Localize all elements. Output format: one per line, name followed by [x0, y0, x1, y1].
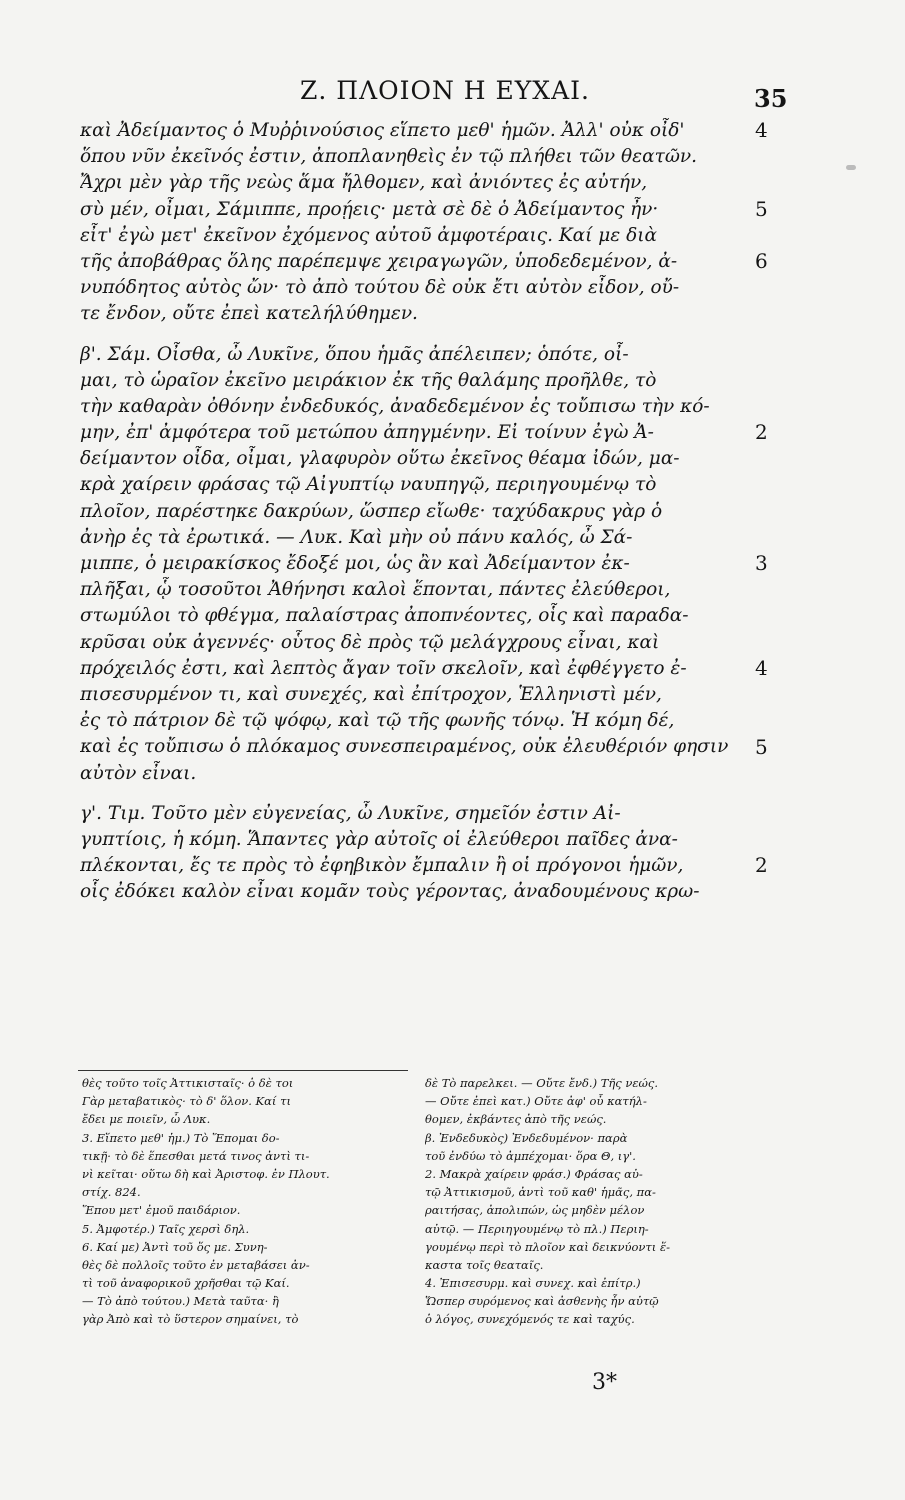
margin-line-number: 5: [755, 734, 768, 759]
text-line: καὶ Ἀδείμαντος ὁ Μυῤῥινούσιος εἵπετο μεθ' ἡμῶν. Ἀλλ' οὐκ οἶδ': [80, 120, 685, 141]
text-line: κρῦσαι οὐκ ἀγεννές· οὗτος δὲ πρὸς τῷ μελάγχρους εἶναι, καὶ: [80, 631, 660, 653]
text-line: καὶ ἐς τοὔπισω ὁ πλόκαμος συνεσπειραμένος, οὐκ ἐλευθέριόν φησιν: [80, 736, 729, 758]
text-line: μαι, τὸ ὡραῖον ἐκεῖνο μειράκιον ἐκ τῆς θαλάμης προῆλθε, τὸ: [80, 369, 657, 391]
text-line: κρὰ χαίρειν φράσας τῷ Αἰγυπτίῳ ναυπηγῷ, περιηγουμένῳ τὸ: [80, 474, 657, 496]
text-line: β'. Σάμ. Οἶσθα, ὦ Λυκῖνε, ὅπου ἡμᾶς ἀπέλειπεν; ὁπότε, οἶ-: [80, 343, 629, 365]
text-line: εἶτ' ἐγὼ μετ' ἐκεῖνον ἐχόμενος αὐτοῦ ἀμφοτέραις. Καί με διὰ: [80, 224, 658, 246]
text-line: πλῆξαι, ᾧ τοσοῦτοι Ἀθήνησι καλοὶ ἕπονται, πάντες ἐλεύθεροι,: [80, 579, 671, 601]
main-text: [80, 118, 740, 905]
footnote-rule: [78, 1070, 408, 1071]
text-line: σὺ μέν, οἶμαι, Σάμιππε, προῄεις· μετὰ σὲ δὲ ὁ Ἀδείμαντος ἦν·: [80, 198, 659, 220]
text-line: ἀνὴρ ἐς τὰ ἐρωτικά. — Λυκ. Καὶ μὴν οὐ πάνυ καλός, ὦ Σά-: [80, 526, 633, 548]
text-line: πλοῖον, παρέστηκε δακρύων, ὥσπερ εἴωθε· ταχύδακρυς γὰρ ὁ: [80, 500, 663, 522]
text-line: δείμαντον οἶδα, οἶμαι, γλαφυρὸν οὕτω ἐκεῖνος θέαμα ἰδών, μα-: [80, 448, 680, 470]
margin-line-number: 4: [755, 118, 768, 142]
footnote-line: Γὰρ μεταβατικὸς· τὸ δ' ὅλον. Καί τι: [82, 1094, 291, 1109]
text-line: τὴν καθαρὰν ὀθόνην ἐνδεδυκός, ἀναδεδεμένον ἐς τοὔπισω τὴν κό-: [80, 395, 710, 417]
running-header: [0, 76, 905, 116]
footnotes-right-column: [425, 1074, 775, 1329]
footnote-line: τῷ Ἀττικισμοῦ, ἀντὶ τοῦ καθ' ἡμᾶς, πα-: [425, 1185, 656, 1200]
text-line: νυπόδητος αὐτὸς ὤν· τὸ ἀπὸ τούτου δὲ οὐκ ἔτι αὐτὸν εἶδον, οὔ-: [80, 277, 680, 299]
margin-line-number: 5: [755, 196, 768, 221]
paragraph-gap: [80, 787, 740, 801]
footnote-line: θὲς δὲ πολλοῖς τοῦτο ἐν μεταβάσει ἀν-: [82, 1257, 310, 1272]
footnote-line: γουμένῳ περὶ τὸ πλοῖον καὶ δεικνύοντι ἕ-: [425, 1239, 670, 1254]
margin-line-number: 2: [755, 853, 768, 878]
text-line: γυπτίοις, ἡ κόμη. Ἅπαντες γὰρ αὐτοῖς οἱ ἐλεύθεροι παῖδες ἀνα-: [80, 828, 678, 850]
footnote-line: 3. Εἵπετο μεθ' ἡμ.) Τὸ Ἕπομαι δο-: [82, 1130, 280, 1145]
footnote-line: 5. Ἀμφοτέρ.) Ταῖς χερσὶ δηλ.: [82, 1221, 250, 1236]
text-line: ὅπου νῦν ἐκεῖνός ἐστιν, ἀποπλανηθεὶς ἐν τῷ πλήθει τῶν θεατῶν.: [80, 146, 698, 168]
page-number: 35: [754, 84, 788, 113]
footnotes-left-column: [82, 1074, 412, 1329]
footnote-line: τὶ τοῦ ἀναφορικοῦ χρῆσθαι τῷ Καί.: [82, 1276, 290, 1291]
text-line: πλέκονται, ἔς τε πρὸς τὸ ἐφηβικὸν ἔμπαλιν ἢ οἱ πρόγονοι ἡμῶν,: [80, 855, 684, 877]
footnote-line: νὶ κεῖται· οὕτω δὴ καὶ Ἀριστοφ. ἐν Πλουτ.: [82, 1166, 330, 1181]
footnote-line: δὲ Τὸ παρελκει. — Οὔτε ἔνδ.) Τῆς νεώς.: [425, 1076, 659, 1090]
footnote-line: στίχ. 824.: [82, 1185, 141, 1200]
text-line: στωμύλοι τὸ φθέγμα, παλαίστρας ἀποπνέοντες, οἷς καὶ παραδα-: [80, 605, 689, 627]
text-line: τῆς ἀποβάθρας ὅλης παρέπεμψε χειραγωγῶν, ὑποδεδεμένον, ἀ-: [80, 250, 678, 272]
footnote-line: 4. Ἐπισεσυρμ. καὶ συνεχ. καὶ ἐπίτρ.): [425, 1276, 641, 1291]
ink-spot: [846, 165, 856, 170]
footnote-line: καστα τοῖς θεαταῖς.: [425, 1257, 544, 1272]
text-line: γ'. Τιμ. Τοῦτο μὲν εὐγενείας, ὦ Λυκῖνε, σημεῖόν ἐστιν Αἰ-: [80, 802, 621, 824]
footnote-line: θὲς τοῦτο τοῖς Ἀττικισταῖς· ὁ δὲ τοι: [82, 1076, 294, 1090]
text-line: πισεσυρμένον τι, καὶ συνεχές, καὶ ἐπίτροχον, Ἑλληνιστὶ μέν,: [80, 683, 662, 705]
text-line: μιππε, ὁ μειρακίσκος ἔδοξέ μοι, ὡς ἂν καὶ Ἀδείμαντον ἐκ-: [80, 553, 630, 574]
text-line: Ἄχρι μὲν γὰρ τῆς νεὼς ἅμα ἤλθομεν, καὶ ἀνιόντες ἐς αὐτήν,: [80, 172, 648, 194]
page-title: Ζ. ΠΛΟΙΟΝ Η ΕΥΧΑΙ.: [300, 76, 590, 105]
text-line: ἐς τὸ πάτριον δὲ τῷ ψόφῳ, καὶ τῷ τῆς φωνῆς τόνῳ. Ἡ κόμη δέ,: [80, 710, 675, 732]
footnote-line: — Οὔτε ἐπεὶ κατ.) Οὔτε ἀφ' οὗ κατήλ-: [425, 1094, 647, 1109]
paragraph-gap: [80, 328, 740, 342]
margin-line-number: 4: [755, 656, 768, 680]
text-line: πρόχειλός ἐστι, καὶ λεπτὸς ἄγαν τοῖν σκελοῖν, καὶ ἐφθέγγετο ἐ-: [80, 657, 687, 679]
footnote-line: τικῇ· τὸ δὲ ἕπεσθαι μετά τινος ἀντὶ τι-: [82, 1148, 310, 1163]
footnote-line: αὐτῷ. — Περιηγουμένῳ τὸ πλ.) Περιη-: [425, 1221, 649, 1236]
footnote-line: — Τὸ ἀπὸ τούτου.) Μετὰ ταῦτα· ἢ: [82, 1294, 279, 1309]
margin-line-number: 3: [755, 551, 768, 576]
footnote-line: ραιτήσας, ἀπολιπών, ὡς μηδὲν μέλον: [425, 1203, 645, 1218]
text-line: οἷς ἐδόκει καλὸν εἶναι κομᾶν τοὺς γέροντας, ἀναδουμένους κρω-: [80, 881, 700, 903]
text-line: αὐτὸν εἶναι.: [80, 762, 197, 784]
footnote-line: 2. Μακρὰ χαίρειν φράσ.) Φράσας αὐ-: [425, 1166, 643, 1181]
margin-line-number: 6: [755, 249, 768, 273]
footnote-line: τοῦ ἐνδύω τὸ ἀμπέχομαι· ὅρα Θ, ιγ'.: [425, 1148, 636, 1163]
footnote-line: ὁ λόγος, συνεχόμενός τε καὶ ταχύς.: [425, 1312, 635, 1327]
footnote-line: γὰρ Ἀπὸ καὶ τὸ ὕστερον σημαίνει, τὸ: [82, 1312, 299, 1327]
footnote-line: β. Ἐνδεδυκὸς) Ἐνδεδυμένον· παρὰ: [425, 1130, 628, 1145]
text-line: μην, ἐπ' ἀμφότερα τοῦ μετώπου ἀπηγμένην. Εἰ τοίνυν ἐγὼ Ἀ-: [80, 422, 654, 444]
footnote-line: ἔδει με ποιεῖν, ὦ Λυκ.: [82, 1112, 211, 1127]
footnote-line: Ὥσπερ συρόμενος καὶ ἀσθενὴς ἦν αὐτῷ: [425, 1294, 659, 1309]
footnote-line: Ἕπου μετ' ἐμοῦ παιδάριον.: [82, 1203, 241, 1218]
signature-mark: 3*: [592, 1370, 617, 1395]
footnote-line: 6. Καί με) Ἀντὶ τοῦ ὅς με. Συνη-: [82, 1239, 268, 1254]
footnote-line: θομεν, ἐκβάντες ἀπὸ τῆς νεώς.: [425, 1112, 607, 1127]
text-line: τε ἔνδον, οὔτε ἐπεὶ κατελήλύθημεν.: [80, 303, 418, 325]
margin-line-number: 2: [755, 420, 768, 445]
